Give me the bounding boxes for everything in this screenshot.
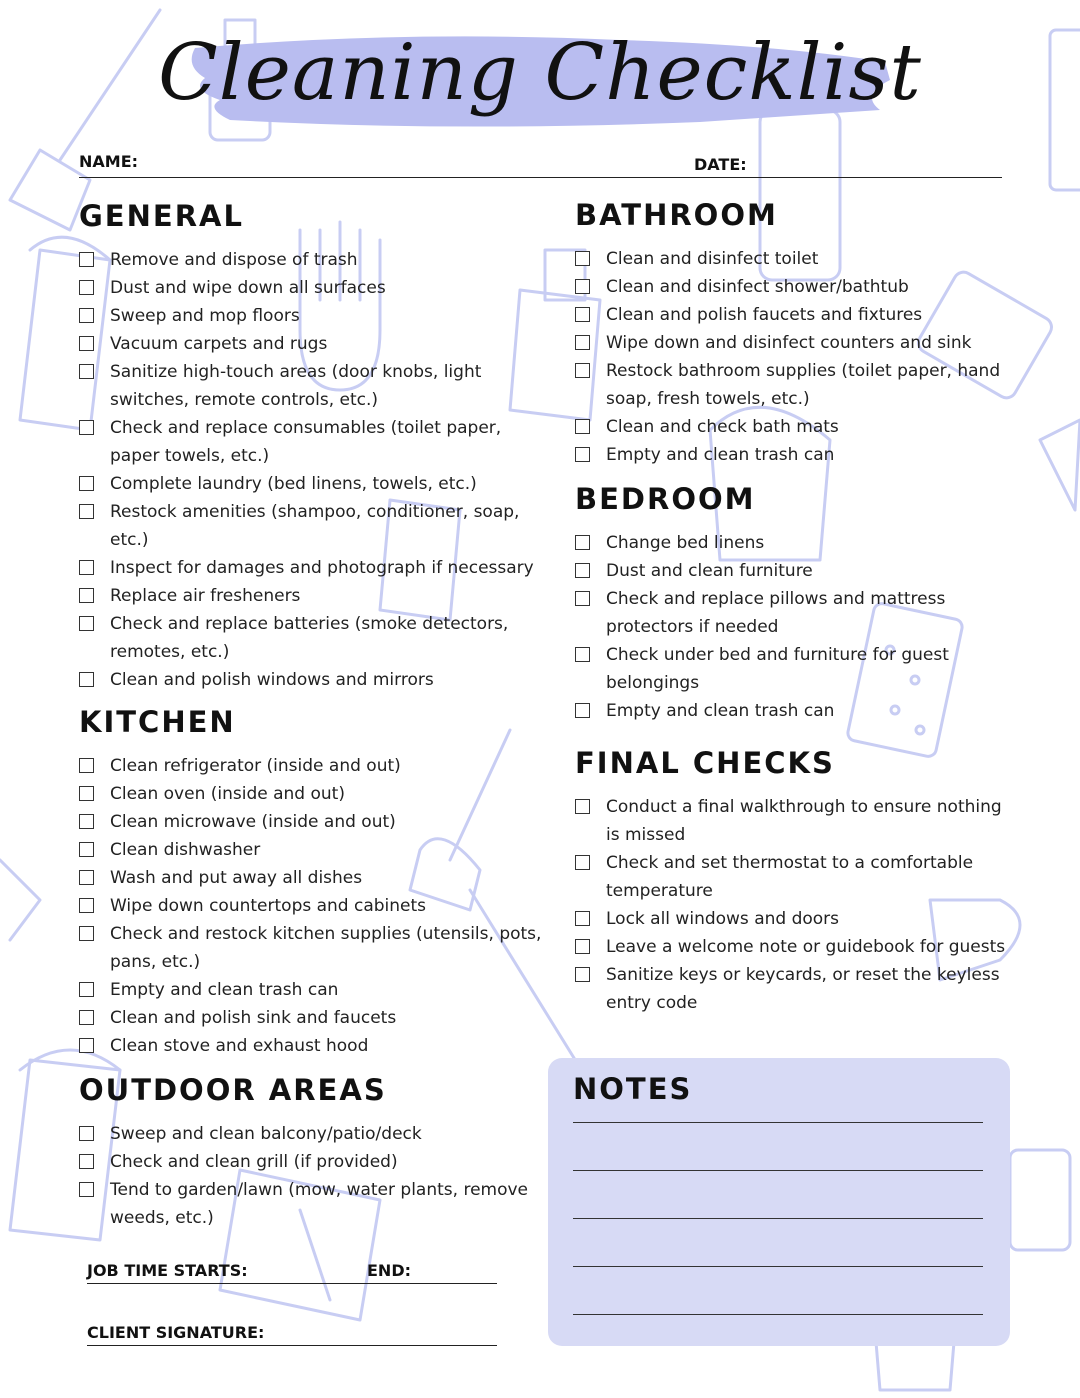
end-time-label: END: <box>367 1261 411 1280</box>
item-label: Sweep and mop floors <box>110 306 300 326</box>
item-label: Clean and check bath mats <box>606 417 839 437</box>
checklist-item[interactable] <box>79 1148 549 1176</box>
item-label: Clean oven (inside and out) <box>110 784 345 804</box>
item-label: Clean and polish windows and mirrors <box>110 670 434 690</box>
note-line[interactable] <box>573 1170 983 1171</box>
checklist-item[interactable] <box>79 976 549 1004</box>
note-line[interactable] <box>573 1122 983 1123</box>
checklist-item[interactable] <box>575 933 1015 961</box>
item-label: Dust and wipe down all surfaces <box>110 278 386 298</box>
checkbox[interactable] <box>79 1154 94 1169</box>
checkbox[interactable] <box>575 419 590 434</box>
item-label: Clean and disinfect shower/bathtub <box>606 277 909 297</box>
checklist-item[interactable] <box>79 1004 549 1032</box>
item-label: Check and set thermostat to a comfortable temperature <box>606 853 974 901</box>
checklist-item[interactable] <box>575 961 1015 1017</box>
section-title-bathroom: BATHROOM <box>575 198 778 232</box>
checklist-item[interactable] <box>79 554 549 582</box>
checklist-item[interactable] <box>79 920 549 976</box>
checkbox[interactable] <box>79 1182 94 1197</box>
checkbox[interactable] <box>79 420 94 435</box>
checklist-item[interactable] <box>575 413 1015 441</box>
date-label: DATE: <box>694 155 747 174</box>
checklist-item[interactable] <box>79 836 549 864</box>
item-label: Complete laundry (bed linens, towels, etc.) <box>110 474 477 494</box>
checkbox[interactable] <box>79 476 94 491</box>
checklist-item[interactable] <box>79 610 549 666</box>
checklist-item[interactable] <box>79 274 549 302</box>
checklist-item[interactable] <box>79 330 549 358</box>
checklist-item[interactable] <box>575 301 1015 329</box>
checkbox[interactable] <box>79 814 94 829</box>
checkbox[interactable] <box>79 926 94 941</box>
item-label: Clean refrigerator (inside and out) <box>110 756 401 776</box>
checkbox[interactable] <box>79 870 94 885</box>
checkbox[interactable] <box>79 588 94 603</box>
checkbox[interactable] <box>575 911 590 926</box>
checklist-item[interactable] <box>79 666 549 694</box>
item-label: Restock amenities (shampoo, conditioner, soap, etc.) <box>110 502 520 550</box>
item-label: Check and restock kitchen supplies (utensils, pots, pans, etc.) <box>110 924 542 972</box>
checklist-item[interactable] <box>575 585 1015 641</box>
item-label: Tend to garden/lawn (mow, water plants, remove weeds, etc.) <box>110 1180 529 1228</box>
section-title-kitchen: KITCHEN <box>79 705 236 739</box>
client-signature-line[interactable] <box>87 1345 497 1346</box>
notes-title: NOTES <box>573 1072 693 1106</box>
checklist-item[interactable] <box>575 273 1015 301</box>
item-label: Inspect for damages and photograph if necessary <box>110 558 534 578</box>
item-label: Clean and disinfect toilet <box>606 249 819 269</box>
item-label: Change bed linens <box>606 533 765 553</box>
item-label: Lock all windows and doors <box>606 909 840 929</box>
checkbox[interactable] <box>79 616 94 631</box>
checkbox[interactable] <box>575 967 590 982</box>
item-label: Check under bed and furniture for guest belongings <box>606 645 949 693</box>
item-label: Wipe down and disinfect counters and sink <box>606 333 972 353</box>
checkbox[interactable] <box>79 1010 94 1025</box>
name-label: NAME: <box>79 152 139 171</box>
checkbox[interactable] <box>575 703 590 718</box>
section-bathroom <box>575 197 1015 469</box>
checklist-item[interactable] <box>79 470 549 498</box>
item-label: Conduct a final walkthrough to ensure nothing is missed <box>606 797 1002 845</box>
checkbox[interactable] <box>79 364 94 379</box>
item-label: Replace air fresheners <box>110 586 301 606</box>
item-label: Sweep and clean balcony/patio/deck <box>110 1124 422 1144</box>
checklist-item[interactable] <box>575 641 1015 697</box>
checklist-item[interactable] <box>575 905 1015 933</box>
note-line[interactable] <box>573 1314 983 1315</box>
checklist-item[interactable] <box>79 892 549 920</box>
checklist-item[interactable] <box>79 1032 549 1060</box>
item-label: Wipe down countertops and cabinets <box>110 896 427 916</box>
checkbox[interactable] <box>79 560 94 575</box>
section-title-final-checks: FINAL CHECKS <box>575 746 835 780</box>
checklist-item[interactable] <box>79 414 549 470</box>
section-title-outdoor: OUTDOOR AREAS <box>79 1073 387 1107</box>
checklist-item[interactable] <box>79 780 549 808</box>
triangle-icon <box>1040 420 1080 510</box>
checkbox[interactable] <box>79 504 94 519</box>
job-time-line[interactable] <box>87 1283 497 1284</box>
checkbox[interactable] <box>79 1038 94 1053</box>
checkbox[interactable] <box>575 251 590 266</box>
checkbox[interactable] <box>79 672 94 687</box>
checkbox[interactable] <box>79 1126 94 1141</box>
item-label: Sanitize high-touch areas (door knobs, light switches, remote controls, etc.) <box>110 362 482 410</box>
checklist-item[interactable] <box>575 529 1015 557</box>
item-label: Leave a welcome note or guidebook for guests <box>606 937 1006 957</box>
checklist-item[interactable] <box>575 849 1015 905</box>
client-signature-label: CLIENT SIGNATURE: <box>87 1323 265 1342</box>
section-final-checks <box>575 745 1015 1017</box>
job-time-starts-label: JOB TIME STARTS: <box>87 1261 248 1280</box>
section-title-general: GENERAL <box>79 199 244 233</box>
bottle-icon <box>0 860 40 940</box>
item-label: Check and clean grill (if provided) <box>110 1152 398 1172</box>
section-title-bedroom: BEDROOM <box>575 482 756 516</box>
item-label: Empty and clean trash can <box>606 445 835 465</box>
checkbox[interactable] <box>79 336 94 351</box>
item-label: Empty and clean trash can <box>606 701 835 721</box>
item-label: Clean and polish faucets and fixtures <box>606 305 923 325</box>
name-date-line[interactable] <box>79 177 1002 178</box>
note-line[interactable] <box>573 1218 983 1219</box>
checklist-item[interactable] <box>79 358 549 414</box>
item-label: Sanitize keys or keycards, or reset the keyless entry code <box>606 965 1000 1013</box>
item-label: Check and replace pillows and mattress protectors if needed <box>606 589 946 637</box>
item-label: Clean stove and exhaust hood <box>110 1036 369 1056</box>
checkbox[interactable] <box>79 758 94 773</box>
checklist-item[interactable] <box>79 498 549 554</box>
checklist-item[interactable] <box>79 864 549 892</box>
checkbox[interactable] <box>575 447 590 462</box>
item-label: Dust and clean furniture <box>606 561 813 581</box>
title-area <box>0 0 1080 150</box>
checkbox[interactable] <box>575 535 590 550</box>
item-label: Check and replace consumables (toilet paper, paper towels, etc.) <box>110 418 502 466</box>
checklist-item[interactable] <box>79 752 549 780</box>
page-title: Cleaning Checklist <box>158 28 922 118</box>
checkbox[interactable] <box>575 563 590 578</box>
section-general <box>79 198 549 694</box>
item-label: Restock bathroom supplies (toilet paper, hand soap, fresh towels, etc.) <box>606 361 1001 409</box>
spray-bottle-icon <box>1010 1150 1070 1250</box>
item-label: Clean microwave (inside and out) <box>110 812 396 832</box>
checklist-item[interactable] <box>575 357 1015 413</box>
section-bedroom <box>575 481 1015 725</box>
checkbox[interactable] <box>79 280 94 295</box>
checklist-item[interactable] <box>79 1120 549 1148</box>
item-label: Wash and put away all dishes <box>110 868 363 888</box>
item-label: Check and replace batteries (smoke detectors, remotes, etc.) <box>110 614 509 662</box>
checkbox[interactable] <box>79 982 94 997</box>
item-label: Empty and clean trash can <box>110 980 339 1000</box>
checklist-item[interactable] <box>575 557 1015 585</box>
checklist-item[interactable] <box>575 697 1015 725</box>
checklist-item[interactable] <box>575 245 1015 273</box>
checkbox[interactable] <box>79 308 94 323</box>
checkbox[interactable] <box>575 799 590 814</box>
section-outdoor-areas <box>79 1072 549 1232</box>
checkbox[interactable] <box>79 842 94 857</box>
checklist-item[interactable] <box>575 441 1015 469</box>
checkbox[interactable] <box>79 898 94 913</box>
checkbox[interactable] <box>575 335 590 350</box>
checkbox[interactable] <box>575 855 590 870</box>
checkbox[interactable] <box>575 279 590 294</box>
item-label: Clean and polish sink and faucets <box>110 1008 397 1028</box>
checklist-item[interactable] <box>79 246 549 274</box>
checkbox[interactable] <box>575 939 590 954</box>
item-label: Remove and dispose of trash <box>110 250 358 270</box>
checkbox[interactable] <box>79 786 94 801</box>
checkbox[interactable] <box>575 647 590 662</box>
checklist-item[interactable] <box>79 1176 549 1232</box>
item-label: Clean dishwasher <box>110 840 261 860</box>
checklist-item[interactable] <box>79 808 549 836</box>
checklist-item[interactable] <box>79 302 549 330</box>
checkbox[interactable] <box>79 252 94 267</box>
checklist-item[interactable] <box>575 329 1015 357</box>
checkbox[interactable] <box>575 363 590 378</box>
checklist-item[interactable] <box>575 793 1015 849</box>
item-label: Vacuum carpets and rugs <box>110 334 328 354</box>
section-kitchen <box>79 704 549 1060</box>
checkbox[interactable] <box>575 591 590 606</box>
checkbox[interactable] <box>575 307 590 322</box>
note-line[interactable] <box>573 1266 983 1267</box>
checklist-item[interactable] <box>79 582 549 610</box>
